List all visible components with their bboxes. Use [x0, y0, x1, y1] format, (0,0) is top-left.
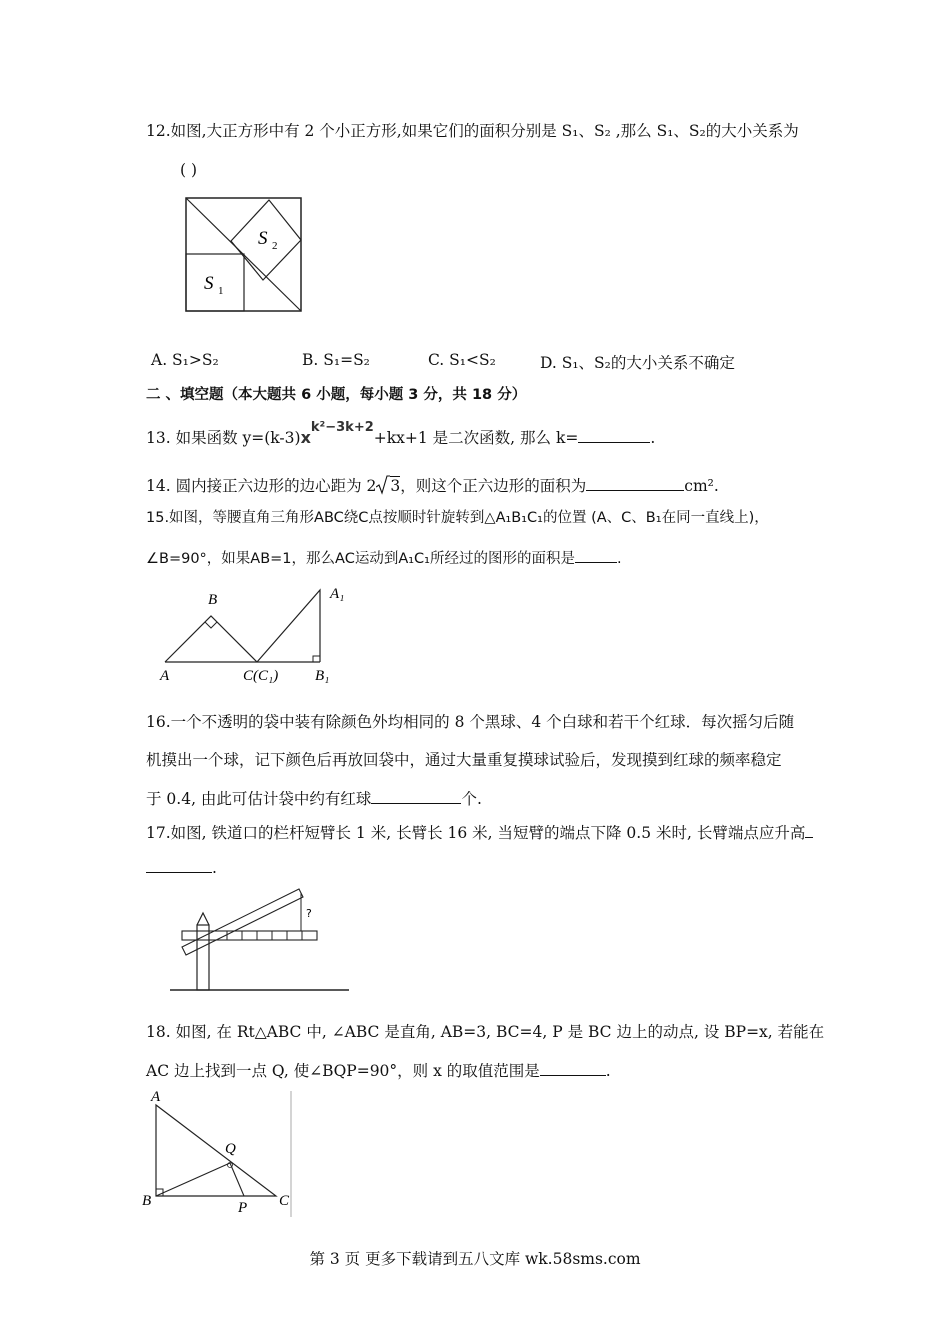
q13-end: . — [650, 429, 656, 447]
q12-figure — [184, 196, 304, 314]
q14-radicand: 3 — [390, 477, 401, 495]
q12-option-c: C. S₁<S₂ — [428, 351, 496, 369]
label-a: A — [151, 1089, 161, 1105]
q13-prefix: 13. 如果函数 y=(k-3) — [146, 429, 301, 447]
q14-unit: cm². — [684, 477, 719, 495]
q15-line2-prefix: ∠B=90°，如果AB=1，那么AC运动到A₁C₁所经过的图形的面积是 — [146, 551, 575, 567]
q18-line2 — [146, 1061, 611, 1081]
label-c-c1: C(C₁) — [243, 668, 279, 684]
q12-option-d: D. S₁、S₂的大小关系不确定 — [540, 354, 735, 372]
q12-answer-paren: ( ) — [180, 161, 198, 179]
q13-suffix: +kx+1 是二次函数, 那么 k= — [373, 429, 579, 447]
label-a: A — [160, 668, 170, 684]
q18-line1: 18. 如图, 在 Rt△ABC 中, ∠ABC 是直角, AB=3, BC=4, P 是 BC 边上的动点, 设 BP=x, 若能在 — [146, 1023, 825, 1041]
q15-line2-end: . — [617, 551, 622, 567]
q16-line1: 16.一个不透明的袋中装有除颜色外均相同的 8 个黑球、4 个白球和若干个红球．每次摇匀后随 — [146, 713, 795, 731]
label-s1-sub: 1 — [218, 285, 224, 297]
q13-base: x — [300, 428, 311, 447]
label-question: ? — [306, 907, 312, 920]
q12-option-b: B. S₁=S₂ — [302, 351, 370, 369]
label-b1: B₁ — [315, 668, 330, 684]
q16-line2: 机摸出一个球，记下颜色后再放回袋中，通过大量重复摸球试验后，发现摸到红球的频率稳定 — [146, 751, 782, 769]
q16-line3-end: 个. — [461, 790, 482, 808]
label-s1: S — [204, 273, 214, 294]
q13-line — [146, 420, 656, 450]
q15-line1: 15.如图，等腰直角三角形ABC绕C点按顺时针旋转到△A₁B₁C₁的位置 (A、C、B₁在同一直线上)， — [146, 510, 769, 526]
q16-blank — [371, 789, 461, 804]
q16-line3-prefix: 于 0.4, 由此可估计袋中约有红球 — [146, 790, 372, 808]
q17-figure — [165, 885, 355, 995]
label-c: C — [279, 1193, 290, 1209]
q13-exponent: k²−3k+2 — [310, 420, 374, 435]
q17-line2-end: . — [212, 859, 217, 877]
section-2-title: 二 、填空题（本大题共 6 小题，每小题 3 分，共 18 分） — [146, 387, 527, 403]
q17-line2 — [146, 858, 217, 878]
label-q: Q — [225, 1141, 236, 1157]
square-s1 — [186, 254, 244, 311]
q13-blank — [578, 428, 650, 443]
q14-line — [146, 475, 719, 496]
label-b: B — [208, 592, 218, 608]
q18-blank — [540, 1061, 606, 1076]
q18-line2-end: . — [605, 1062, 611, 1080]
q12-option-a: A. S₁>S₂ — [151, 351, 219, 369]
sqrt-icon — [376, 475, 390, 495]
q15-figure — [155, 582, 355, 692]
q17-line1-text: 17.如图, 铁道口的栏杆短臂长 1 米, 长臂长 16 米, 当短臂的端点下降 0.5 米时, 长臂端点应升高 — [146, 824, 806, 842]
label-a1: A₁ — [330, 586, 345, 602]
q12-text: 12.如图,大正方形中有 2 个小正方形,如果它们的面积分别是 S₁、S₂ ,那么 S₁、S₂的大小关系为 — [146, 122, 799, 140]
q17-blank-start — [805, 823, 813, 838]
q14-prefix: 14. 圆内接正六边形的边心距为 2 — [146, 477, 377, 495]
label-s2: S — [258, 228, 268, 249]
q16-line3 — [146, 789, 482, 809]
q17-line1 — [146, 823, 813, 843]
q14-middle: ，则这个正六边形的面积为 — [400, 477, 587, 495]
q14-blank — [586, 476, 684, 491]
q18-figure — [138, 1085, 298, 1220]
label-p: P — [238, 1200, 248, 1216]
q15-blank — [575, 548, 617, 563]
label-b: B — [142, 1193, 152, 1209]
q18-line2-prefix: AC 边上找到一点 Q, 使∠BQP=90°，则 x 的取值范围是 — [146, 1062, 540, 1080]
page-footer: 第 3 页 更多下载请到五八文库 wk.58sms.com — [309, 1250, 641, 1268]
q17-blank — [146, 858, 212, 873]
label-s2-sub: 2 — [272, 240, 278, 252]
q15-line2 — [146, 548, 622, 569]
